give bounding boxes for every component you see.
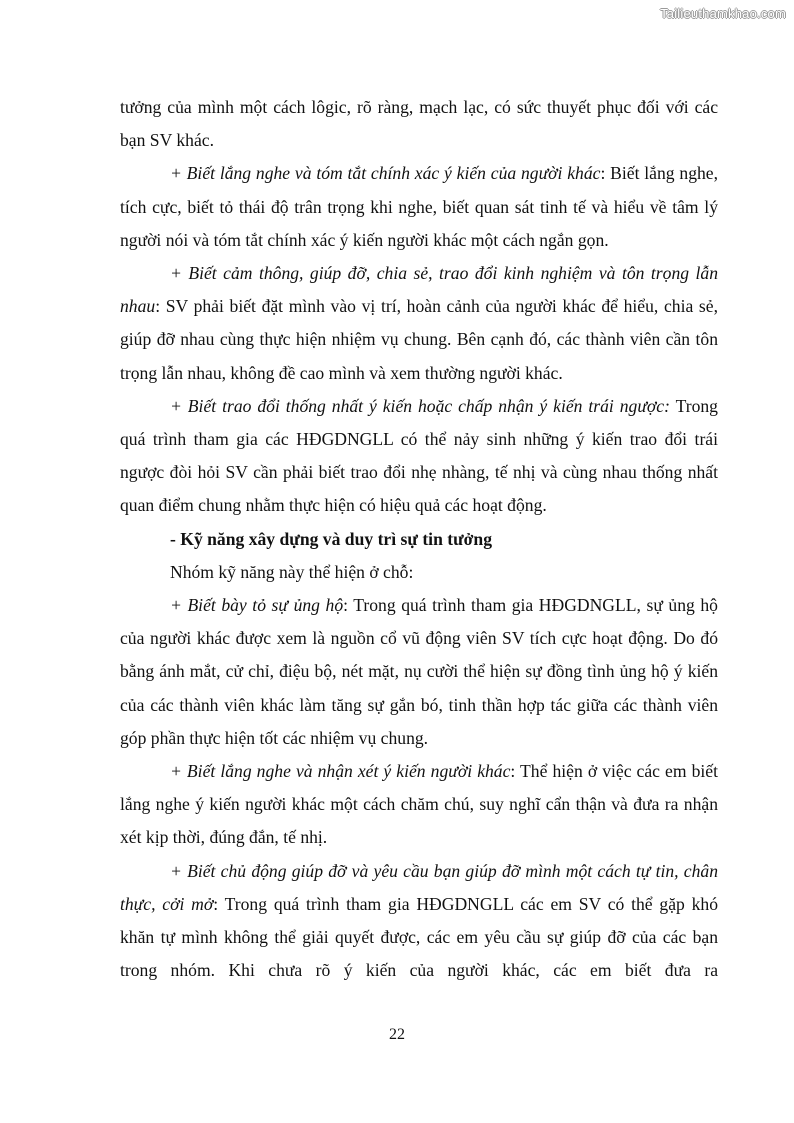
watermark: Tailieuthamkhao.com [660,6,786,21]
section-heading: - Kỹ năng xây dựng và duy trì sự tin tưởng [170,528,492,549]
item-body: : Biết lắng nghe, tích cực, biết tỏ thái độ trân trọng khi nghe, biết quan sát tinh tế và hiểu về tâm lý người nói và tóm tắt chính xác ý kiến người khác một cách ngắn gọn. [120,163,718,250]
paragraph-continuation: tưởng của mình một cách lôgic, rõ ràng, mạch lạc, có sức thuyết phục đối với các bạn SV khác. [120,97,718,151]
item-body: : Thể hiện ở việc các em biết lắng nghe ý kiến người khác một cách chăm chú, suy nghĩ cẩn thận và đưa ra nhận xét kịp thời, đúng đắn, tế nhị. [120,761,718,848]
paragraph-item [120,157,718,257]
item-title: + Biết lắng nghe và nhận xét ý kiến người khác [170,761,511,782]
item-title: + Biết bày tỏ sự ủng hộ [170,595,344,616]
item-body: : Trong quá trình tham gia HĐGDNGLL các em SV có thể gặp khó khăn tự mình không thể giải quyết được, các em yêu cầu sự giúp đỡ của các bạn trong nhóm. Khi chưa rõ ý kiến của người khác, các em biết đưa ra [120,893,719,981]
paragraph-item [120,855,718,988]
page-number: 22 [389,1026,405,1043]
item-body: : Trong quá trình tham gia HĐGDNGLL, sự ủng hộ của người khác được xem là nguồn cổ vũ động viên SV tích cực hoạt động. Do đó bằng ánh mắt, cử chỉ, điệu bộ, nét mặt, nụ cười thể hiện sự đồng tình ủng hộ ý kiến của các thành viên khác làm tăng sự gắn bó, tinh thần hợp tác giữa các thành viên góp phần thực hiện tốt các nhiệm vụ chung. [120,595,718,748]
paragraph-item [120,589,718,755]
paragraph-item [120,390,718,523]
paragraph-plain: Nhóm kỹ năng này thể hiện ở chỗ: [170,561,414,582]
paragraph-item [120,755,718,855]
item-title: + Biết cảm thông, giúp đỡ, chia sẻ, trao đổi kinh nghiệm và tôn trọng lẫn nhau [120,263,718,317]
document-body [120,91,718,987]
paragraph-item [120,257,718,390]
item-title: + Biết chủ động giúp đỡ và yêu cầu bạn giúp đỡ mình một cách tự tin, chân thực, cởi mở [120,860,718,914]
item-title: + Biết trao đổi thống nhất ý kiến hoặc chấp nhận ý kiến trái ngược: [170,395,670,416]
item-body: Trong quá trình tham gia các HĐGDNGLL có thể nảy sinh những ý kiến trao đổi trái ngược đòi hỏi SV cần phải biết trao đổi nhẹ nhàng, tế nhị và cùng nhau thống nhất quan điểm chung nhằm thực hiện có hiệu quả các hoạt động. [120,395,718,516]
item-body: : SV phải biết đặt mình vào vị trí, hoàn cảnh của người khác để hiểu, chia sẻ, giúp đỡ nhau cùng thực hiện nhiệm vụ chung. Bên cạnh đó, các thành viên cần tôn trọng lẫn nhau, không đề cao mình và xem thường người khác. [120,296,718,383]
item-title: + Biết lắng nghe và tóm tắt chính xác ý kiến của người khác [170,163,601,184]
